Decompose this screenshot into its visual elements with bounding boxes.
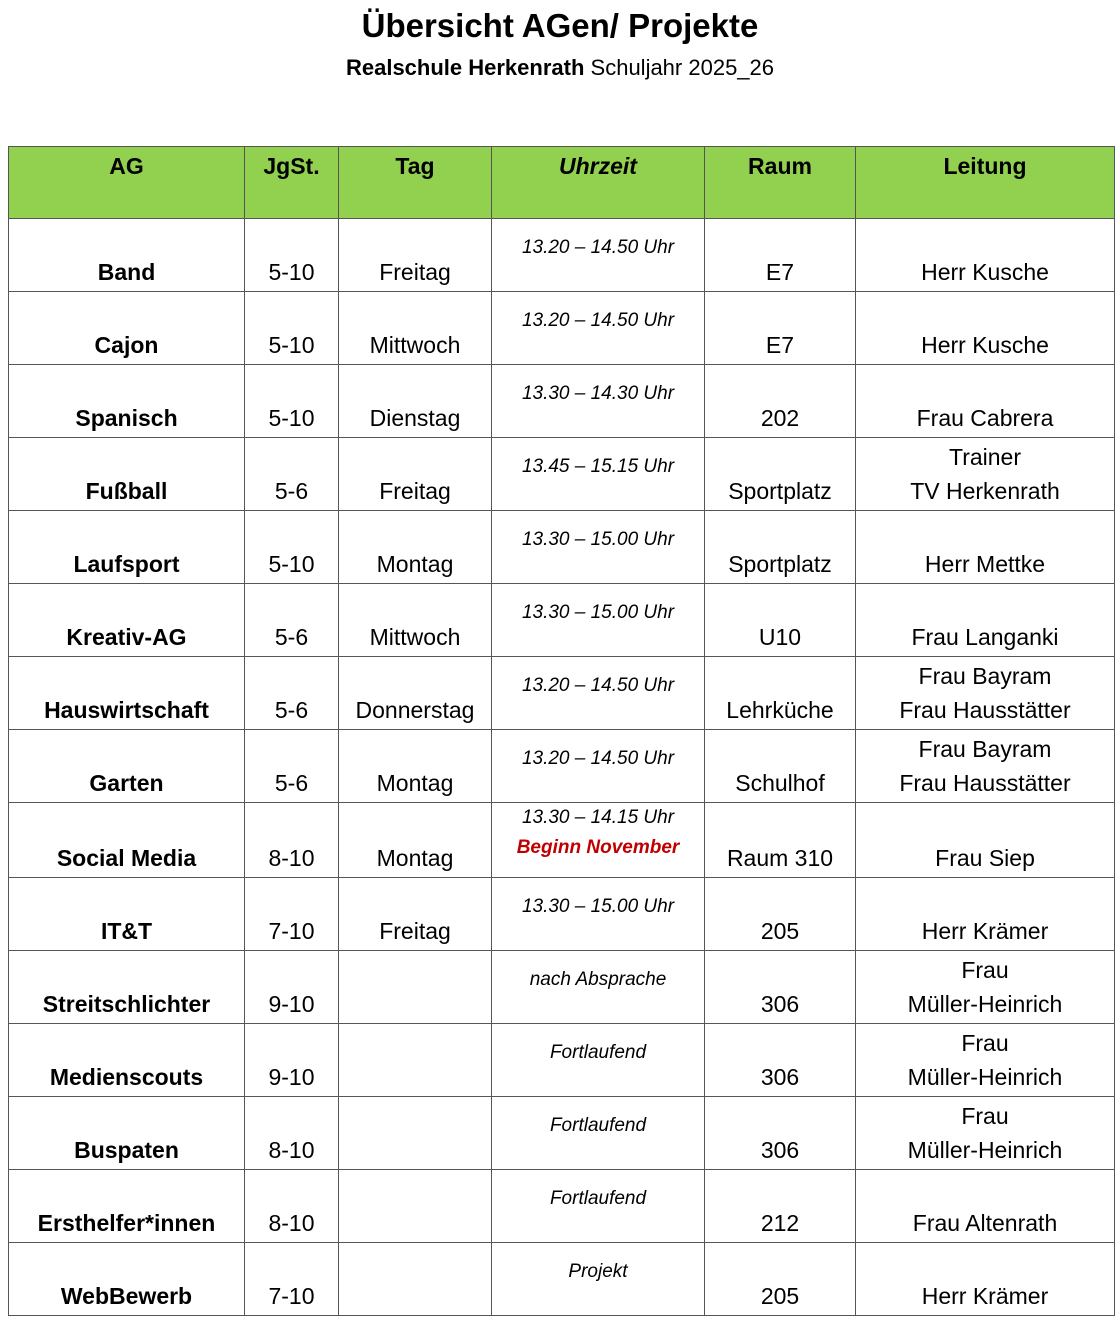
cell-raum <box>705 951 856 1024</box>
cell-tag <box>339 365 492 438</box>
table-row <box>9 584 1115 657</box>
ag-name: Kreativ-AG <box>66 624 187 650</box>
header-uhrzeit: Uhrzeit <box>492 147 705 219</box>
uhrzeit-value: 13.20 – 14.50 Uhr <box>521 310 675 331</box>
leitung-line: Frau <box>961 957 1009 983</box>
cell-uhrzeit <box>492 219 705 292</box>
uhrzeit-value: Fortlaufend <box>549 1115 647 1136</box>
cell-tag <box>339 511 492 584</box>
cell-jgst <box>245 219 339 292</box>
cell-tag <box>339 951 492 1024</box>
cell-raum <box>705 803 856 878</box>
cell-uhrzeit <box>492 730 705 803</box>
leitung-line: Frau Hausstätter <box>899 697 1071 723</box>
header-jgst: JgSt. <box>245 147 339 219</box>
cell-jgst <box>245 730 339 803</box>
table-row <box>9 438 1115 511</box>
cell-uhrzeit <box>492 1097 705 1170</box>
cell-tag <box>339 219 492 292</box>
cell-jgst <box>245 1097 339 1170</box>
raum-value: U10 <box>758 624 802 650</box>
tag-value: Montag <box>376 770 454 796</box>
uhrzeit-value: 13.30 – 15.00 Uhr <box>521 896 675 917</box>
cell-ag <box>9 803 245 878</box>
cell-raum <box>705 1170 856 1243</box>
jgst-value: 5-6 <box>274 478 309 504</box>
raum-value: Sportplatz <box>728 551 832 577</box>
raum-value: 212 <box>760 1210 800 1236</box>
cell-ag <box>9 1097 245 1170</box>
leitung-line: Müller-Heinrich <box>907 1137 1063 1163</box>
cell-leitung <box>856 438 1115 511</box>
cell-jgst <box>245 365 339 438</box>
leitung-line: Frau <box>961 1030 1009 1056</box>
leitung-line: Frau Altenrath <box>912 1210 1058 1236</box>
cell-leitung <box>856 803 1115 878</box>
ag-name: IT&T <box>100 918 153 944</box>
tag-value: Montag <box>376 551 454 577</box>
leitung-line: Herr Mettke <box>924 551 1046 577</box>
header-tag: Tag <box>339 147 492 219</box>
uhrzeit-value: 13.45 – 15.15 Uhr <box>521 456 675 477</box>
cell-leitung <box>856 878 1115 951</box>
table-row <box>9 878 1115 951</box>
ag-table <box>8 146 1115 1316</box>
table-row <box>9 730 1115 803</box>
cell-leitung <box>856 730 1115 803</box>
cell-leitung <box>856 365 1115 438</box>
tag-value: Freitag <box>379 478 451 504</box>
cell-jgst <box>245 292 339 365</box>
cell-leitung <box>856 219 1115 292</box>
table-row <box>9 219 1115 292</box>
ag-name: Ersthelfer*innen <box>37 1210 216 1236</box>
ag-name: Cajon <box>94 332 159 358</box>
raum-value: 306 <box>760 1064 800 1090</box>
tag-value: Dienstag <box>369 405 461 431</box>
uhrzeit-value: 13.20 – 14.50 Uhr <box>521 675 675 696</box>
leitung-line: Trainer <box>949 444 1021 470</box>
cell-jgst <box>245 803 339 878</box>
raum-value: Schulhof <box>735 770 825 796</box>
raum-value: 306 <box>760 991 800 1017</box>
raum-value: 205 <box>760 1283 800 1309</box>
table-header-row <box>9 147 1115 219</box>
table-row <box>9 365 1115 438</box>
ag-name: Fußball <box>85 478 168 504</box>
cell-tag <box>339 878 492 951</box>
school-name: Realschule Herkenrath <box>345 55 585 80</box>
cell-uhrzeit <box>492 511 705 584</box>
table-row <box>9 1097 1115 1170</box>
raum-value: Sportplatz <box>728 478 832 504</box>
header-leitung: Leitung <box>856 147 1115 219</box>
cell-raum <box>705 657 856 730</box>
cell-ag <box>9 1170 245 1243</box>
ag-name: Buspaten <box>74 1137 179 1163</box>
jgst-value: 9-10 <box>268 991 315 1017</box>
ag-name: WebBewerb <box>60 1283 193 1309</box>
header-ag: AG <box>9 147 245 219</box>
cell-tag <box>339 292 492 365</box>
table-row <box>9 1243 1115 1316</box>
table-row <box>9 1170 1115 1243</box>
cell-leitung <box>856 292 1115 365</box>
raum-value: 202 <box>760 405 800 431</box>
leitung-line: Frau Langanki <box>911 624 1059 650</box>
cell-ag <box>9 730 245 803</box>
cell-ag <box>9 1243 245 1316</box>
cell-tag <box>339 1097 492 1170</box>
cell-jgst <box>245 657 339 730</box>
raum-value: Raum 310 <box>726 845 834 871</box>
cell-tag <box>339 657 492 730</box>
cell-tag <box>339 803 492 878</box>
uhrzeit-value: 13.30 – 14.15 Uhr <box>521 807 675 828</box>
jgst-value: 5-10 <box>268 332 315 358</box>
ag-name: Streitschlichter <box>42 991 211 1017</box>
uhrzeit-value: Projekt <box>568 1261 628 1282</box>
leitung-line: Frau Hausstätter <box>899 770 1071 796</box>
tag-value: Donnerstag <box>355 697 475 723</box>
school-year: Schuljahr 2025_26 <box>590 55 775 80</box>
jgst-value: 8-10 <box>268 1137 315 1163</box>
cell-uhrzeit <box>492 1243 705 1316</box>
jgst-value: 8-10 <box>268 1210 315 1236</box>
cell-jgst <box>245 511 339 584</box>
cell-jgst <box>245 1024 339 1097</box>
leitung-line: Müller-Heinrich <box>907 1064 1063 1090</box>
jgst-value: 5-6 <box>274 697 309 723</box>
cell-leitung <box>856 1024 1115 1097</box>
uhrzeit-value: 13.20 – 14.50 Uhr <box>521 748 675 769</box>
tag-value: Mittwoch <box>369 624 461 650</box>
cell-leitung <box>856 584 1115 657</box>
ag-name: Garten <box>89 770 164 796</box>
jgst-value: 8-10 <box>268 845 315 871</box>
cell-uhrzeit <box>492 657 705 730</box>
cell-uhrzeit <box>492 951 705 1024</box>
jgst-value: 7-10 <box>268 1283 315 1309</box>
leitung-line: Frau Cabrera <box>916 405 1054 431</box>
raum-value: 205 <box>760 918 800 944</box>
cell-tag <box>339 1170 492 1243</box>
leitung-line: TV Herkenrath <box>910 478 1060 504</box>
cell-uhrzeit <box>492 292 705 365</box>
cell-jgst <box>245 1170 339 1243</box>
jgst-value: 5-6 <box>274 770 309 796</box>
cell-uhrzeit <box>492 803 705 878</box>
tag-value: Mittwoch <box>369 332 461 358</box>
cell-jgst <box>245 438 339 511</box>
ag-name: Spanisch <box>75 405 178 431</box>
cell-ag <box>9 878 245 951</box>
cell-ag <box>9 951 245 1024</box>
uhrzeit-value: Fortlaufend <box>549 1042 647 1063</box>
cell-ag <box>9 365 245 438</box>
cell-leitung <box>856 1170 1115 1243</box>
cell-raum <box>705 584 856 657</box>
uhrzeit-value: 13.20 – 14.50 Uhr <box>521 237 675 258</box>
start-note: Beginn November <box>516 837 680 858</box>
cell-raum <box>705 292 856 365</box>
cell-uhrzeit <box>492 584 705 657</box>
cell-uhrzeit <box>492 365 705 438</box>
uhrzeit-value: Fortlaufend <box>549 1188 647 1209</box>
cell-ag <box>9 584 245 657</box>
uhrzeit-value: 13.30 – 15.00 Uhr <box>521 529 675 550</box>
cell-ag <box>9 657 245 730</box>
leitung-line: Herr Kusche <box>921 332 1049 358</box>
table-row <box>9 657 1115 730</box>
cell-uhrzeit <box>492 1170 705 1243</box>
jgst-value: 5-10 <box>268 405 315 431</box>
jgst-value: 5-10 <box>268 259 315 285</box>
tag-value: Montag <box>376 845 454 871</box>
cell-raum <box>705 1024 856 1097</box>
cell-tag <box>339 1024 492 1097</box>
leitung-line: Herr Krämer <box>921 918 1049 944</box>
raum-value: 306 <box>760 1137 800 1163</box>
cell-raum <box>705 1243 856 1316</box>
leitung-line: Frau Siep <box>935 845 1035 871</box>
cell-leitung <box>856 951 1115 1024</box>
cell-uhrzeit <box>492 878 705 951</box>
leitung-line: Frau <box>961 1103 1009 1129</box>
ag-name: Social Media <box>56 845 197 871</box>
table-body <box>9 219 1115 1316</box>
leitung-line: Herr Kusche <box>921 259 1049 285</box>
jgst-value: 7-10 <box>268 918 315 944</box>
cell-raum <box>705 730 856 803</box>
raum-value: Lehrküche <box>726 697 834 723</box>
cell-raum <box>705 878 856 951</box>
cell-raum <box>705 438 856 511</box>
cell-jgst <box>245 584 339 657</box>
cell-uhrzeit <box>492 438 705 511</box>
cell-raum <box>705 219 856 292</box>
cell-tag <box>339 438 492 511</box>
cell-tag <box>339 730 492 803</box>
cell-ag <box>9 1024 245 1097</box>
ag-name: Hauswirtschaft <box>44 697 209 723</box>
leitung-line: Herr Krämer <box>921 1283 1049 1309</box>
uhrzeit-value: 13.30 – 14.30 Uhr <box>521 383 675 404</box>
raum-value: E7 <box>765 259 795 285</box>
uhrzeit-value: 13.30 – 15.00 Uhr <box>521 602 675 623</box>
table-row <box>9 803 1115 878</box>
cell-ag <box>9 219 245 292</box>
cell-jgst <box>245 1243 339 1316</box>
cell-leitung <box>856 511 1115 584</box>
cell-leitung <box>856 1097 1115 1170</box>
cell-raum <box>705 511 856 584</box>
cell-leitung <box>856 1243 1115 1316</box>
uhrzeit-value: nach Absprache <box>529 969 667 990</box>
cell-ag <box>9 438 245 511</box>
ag-name: Medienscouts <box>49 1064 204 1090</box>
table-row <box>9 292 1115 365</box>
ag-name: Laufsport <box>73 551 180 577</box>
cell-tag <box>339 584 492 657</box>
header-raum: Raum <box>705 147 856 219</box>
cell-uhrzeit <box>492 1024 705 1097</box>
cell-tag <box>339 1243 492 1316</box>
cell-raum <box>705 1097 856 1170</box>
leitung-line: Frau Bayram <box>918 663 1052 689</box>
tag-value: Freitag <box>379 259 451 285</box>
jgst-value: 5-6 <box>274 624 309 650</box>
table-row <box>9 511 1115 584</box>
cell-jgst <box>245 878 339 951</box>
page-subtitle <box>0 54 1120 82</box>
jgst-value: 5-10 <box>268 551 315 577</box>
table-row <box>9 1024 1115 1097</box>
raum-value: E7 <box>765 332 795 358</box>
cell-ag <box>9 292 245 365</box>
jgst-value: 9-10 <box>268 1064 315 1090</box>
cell-raum <box>705 365 856 438</box>
table-row <box>9 951 1115 1024</box>
leitung-line: Frau Bayram <box>918 736 1052 762</box>
page-title: Übersicht AGen/ Projekte <box>361 7 759 44</box>
cell-ag <box>9 511 245 584</box>
tag-value: Freitag <box>379 918 451 944</box>
ag-name: Band <box>97 259 156 285</box>
leitung-line: Müller-Heinrich <box>907 991 1063 1017</box>
cell-jgst <box>245 951 339 1024</box>
cell-leitung <box>856 657 1115 730</box>
